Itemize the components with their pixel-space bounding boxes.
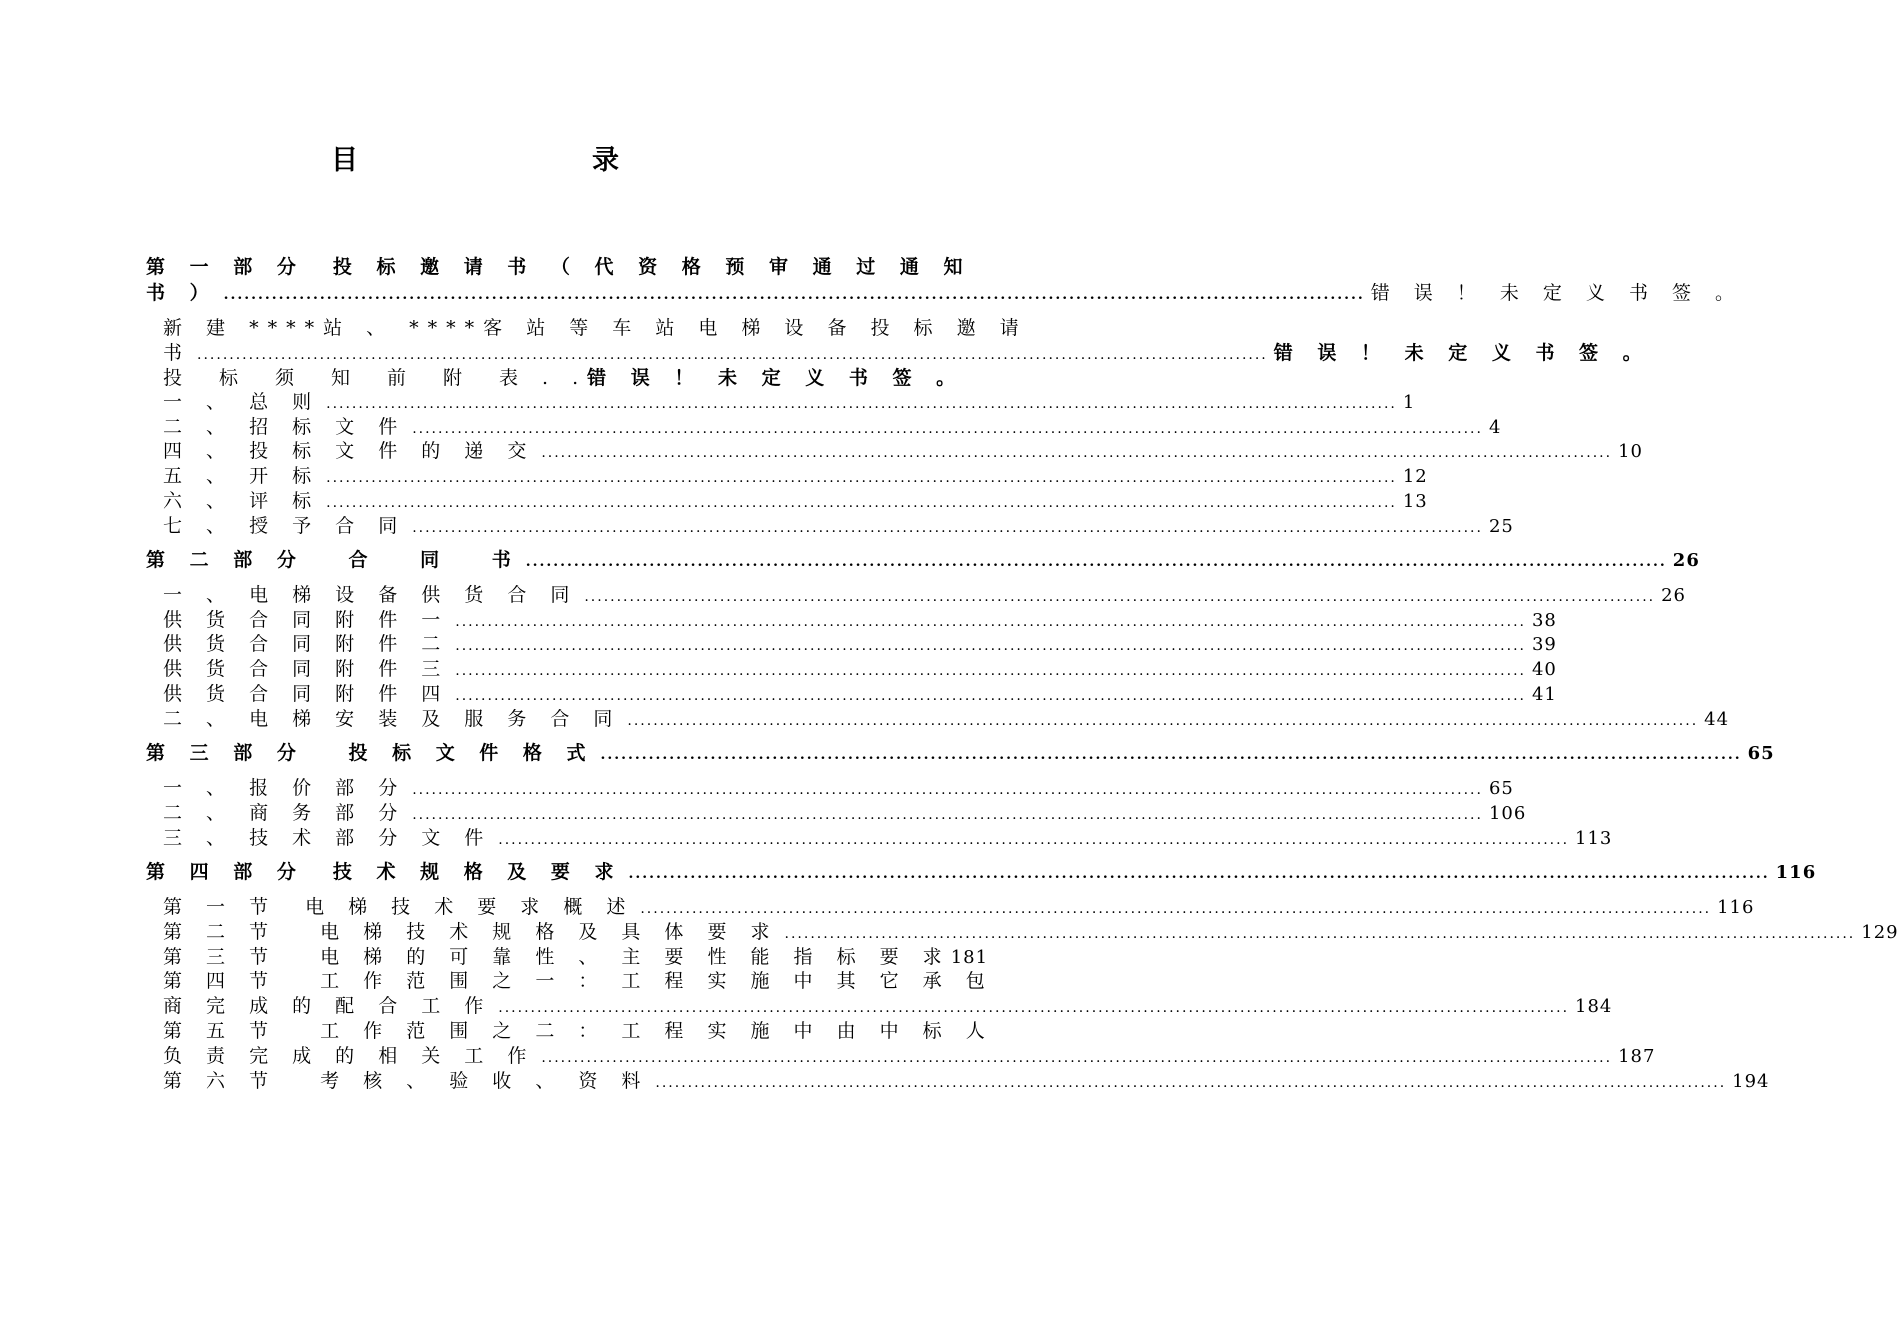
toc-entry[interactable]: [163, 580, 1686, 606]
toc-entry[interactable]: [163, 892, 1755, 918]
toc-leader: [785, 926, 1856, 942]
toc-entry-page: 194: [1732, 1071, 1770, 1092]
toc-entry-page: 184: [1575, 996, 1613, 1017]
toc-leader: [526, 554, 1667, 570]
toc-entry-page: 65: [1747, 743, 1775, 764]
toc-part-heading[interactable]: [146, 857, 1817, 883]
toc-leader: [640, 901, 1711, 917]
toc-entry-text: 新 建 ****站 、 ****客 站 等 车 站 电 梯 设 备 投 标 邀 请: [163, 317, 1028, 339]
toc-entry-page: 181: [950, 947, 989, 968]
toc-entry[interactable]: [163, 436, 1643, 462]
toc-entry-page: 116: [1717, 897, 1755, 918]
toc-entry-page: 26: [1661, 585, 1686, 606]
toc-entry-text: 四 、 投 标 文 件 的 递 交: [163, 440, 536, 462]
toc-entry-page: 10: [1618, 441, 1643, 462]
toc-entry[interactable]: [163, 823, 1613, 849]
toc-entry-page: 113: [1575, 828, 1613, 849]
toc-entry-text: 二 、 商 务 部 分: [163, 802, 407, 824]
toc-entry-page: 44: [1704, 709, 1730, 730]
toc-entry[interactable]: [163, 942, 989, 968]
toc-entry-text: 一 、 电 梯 设 备 供 货 合 同: [163, 584, 579, 606]
toc-entry-text: 一 、 总 则: [163, 391, 321, 413]
toc-leader: [627, 713, 1698, 729]
toc-entry-text: 一 、 报 价 部 分: [163, 777, 407, 799]
toc-entry-text: 七 、 授 予 合 同: [163, 515, 407, 537]
toc-entry-page: 错 误 ！ 未 定 义 书 签 。: [1370, 282, 1744, 304]
toc-entry-text: 供 货 合 同 附 件 二: [163, 633, 450, 655]
toc-leader: [455, 614, 1526, 630]
toc-entry-text: 第 五 节 工 作 范 围 之 二 ： 工 程 实 施 中 由 中 标 人: [163, 1020, 994, 1042]
toc-entry-page: 129: [1861, 922, 1899, 943]
toc-entry-text: 第 一 节 电 梯 技 术 要 求 概 述: [163, 896, 635, 918]
toc-entry[interactable]: [163, 1066, 1770, 1092]
toc-entry-page: 26: [1672, 550, 1700, 571]
toc-entry-text: 第 四 节 工 作 范 围 之 一 ： 工 程 实 施 中 其 它 承 包: [163, 970, 994, 992]
toc-entry[interactable]: [163, 773, 1514, 799]
toc-entry[interactable]: [163, 798, 1527, 824]
toc-leader: [412, 782, 1483, 798]
toc-entry-page: 41: [1531, 684, 1557, 705]
toc-leader: [455, 688, 1526, 704]
toc-entry-page: 错 误 ！ 未 定 义 书 签 。: [1273, 342, 1651, 364]
toc-entry-text: 投 标 须 知 前 附 表 . .: [163, 367, 588, 389]
toc-entry[interactable]: [163, 605, 1557, 631]
toc-entry[interactable]: [163, 363, 965, 389]
toc-entry[interactable]: [163, 1016, 994, 1042]
toc-entry-text: 第 四 部 分 技 术 规 格 及 要 求: [146, 861, 623, 883]
toc-entry-text: 供 货 合 同 附 件 三: [163, 658, 450, 680]
toc-entry[interactable]: [163, 654, 1557, 680]
toc-leader: [498, 1000, 1569, 1016]
toc-entry[interactable]: [163, 629, 1557, 655]
toc-entry[interactable]: [163, 387, 1416, 413]
toc-entry-page: 12: [1402, 466, 1428, 487]
toc-leader: [326, 495, 1397, 511]
toc-leader: [412, 807, 1483, 823]
toc-leader: [541, 1050, 1612, 1066]
toc-entry-page: 1: [1402, 392, 1416, 413]
toc-entry-text: 负 责 完 成 的 相 关 工 作: [163, 1045, 536, 1067]
toc-entry-page: 39: [1531, 634, 1557, 655]
toc-leader: [655, 1075, 1726, 1091]
toc-entry[interactable]: [163, 966, 994, 992]
toc-entry-text: 二 、 电 梯 安 装 及 服 务 合 同: [163, 708, 622, 730]
toc-entry-text: 第 三 部 分 投 标 文 件 格 式: [146, 742, 595, 764]
toc-entry-text: 书: [163, 342, 192, 364]
toc-leader: [601, 747, 1742, 763]
toc-part-heading[interactable]: [146, 545, 1700, 571]
toc-entry-text: 书 ）: [146, 282, 218, 304]
toc-entry-page: 116: [1775, 862, 1817, 883]
toc-entry-page: 38: [1531, 610, 1557, 631]
toc-entry-page: 65: [1488, 778, 1514, 799]
toc-leader: [326, 470, 1397, 486]
toc-entry-page: 13: [1402, 491, 1428, 512]
toc-entry[interactable]: [163, 917, 1899, 943]
page-title: 目 录: [331, 145, 679, 176]
toc-part-heading-cont[interactable]: [146, 278, 1744, 304]
toc-entry-text: 第 六 节 考 核 、 验 收 、 资 料: [163, 1070, 650, 1092]
toc-entry-page: 4: [1488, 417, 1502, 438]
toc-entry[interactable]: [163, 412, 1502, 438]
toc-leader: [412, 421, 1483, 437]
toc-entry[interactable]: [163, 313, 1028, 339]
toc-entry-text: 供 货 合 同 附 件 一: [163, 609, 450, 631]
toc-entry-cont[interactable]: [163, 991, 1613, 1017]
toc-entry-page: 25: [1488, 516, 1514, 537]
toc-entry[interactable]: [163, 461, 1428, 487]
toc-leader: [541, 445, 1612, 461]
toc-entry-cont[interactable]: [163, 338, 1651, 364]
toc-leader: [629, 866, 1770, 882]
toc-entry-cont[interactable]: [163, 1041, 1656, 1067]
toc-entry-text: 二 、 招 标 文 件: [163, 416, 407, 438]
toc-entry[interactable]: [163, 679, 1557, 705]
toc-leader: [455, 638, 1526, 654]
toc-leader: [412, 520, 1483, 536]
toc-entry-text: 五 、 开 标: [163, 465, 321, 487]
toc-entry-text: 第 一 部 分 投 标 邀 请 书 （ 代 资 格 预 审 通 过 通 知: [146, 256, 972, 278]
toc-entry[interactable]: [163, 486, 1428, 512]
toc-part-heading[interactable]: [146, 252, 972, 278]
toc-entry-text: 六 、 评 标: [163, 490, 321, 512]
toc-leader: [584, 589, 1655, 605]
toc-leader: [197, 347, 1268, 363]
toc-leader: [326, 396, 1397, 412]
toc-entry[interactable]: [163, 511, 1514, 537]
toc-leader: [498, 832, 1569, 848]
toc-part-heading[interactable]: [146, 738, 1775, 764]
toc-leader: [455, 663, 1526, 679]
toc-entry-text: 供 货 合 同 附 件 四: [163, 683, 450, 705]
toc-entry-text: 商 完 成 的 配 合 工 作: [163, 995, 493, 1017]
toc-entry-page: 错 误 ！ 未 定 义 书 签 。: [587, 367, 965, 389]
toc-entry-page: 106: [1488, 803, 1527, 824]
toc-entry-text: 第 三 节 电 梯 的 可 靠 性 、 主 要 性 能 指 标 要 求: [163, 946, 951, 968]
toc-entry-page: 187: [1618, 1046, 1656, 1067]
toc-entry-text: 第 二 节 电 梯 技 术 规 格 及 具 体 要 求: [163, 921, 779, 943]
toc-entry[interactable]: [163, 704, 1730, 730]
toc-entry-text: 三 、 技 术 部 分 文 件: [163, 827, 493, 849]
toc-entry-page: 40: [1531, 659, 1557, 680]
toc-entry-text: 第 二 部 分 合 同 书: [146, 549, 520, 571]
toc-leader: [224, 287, 1365, 303]
